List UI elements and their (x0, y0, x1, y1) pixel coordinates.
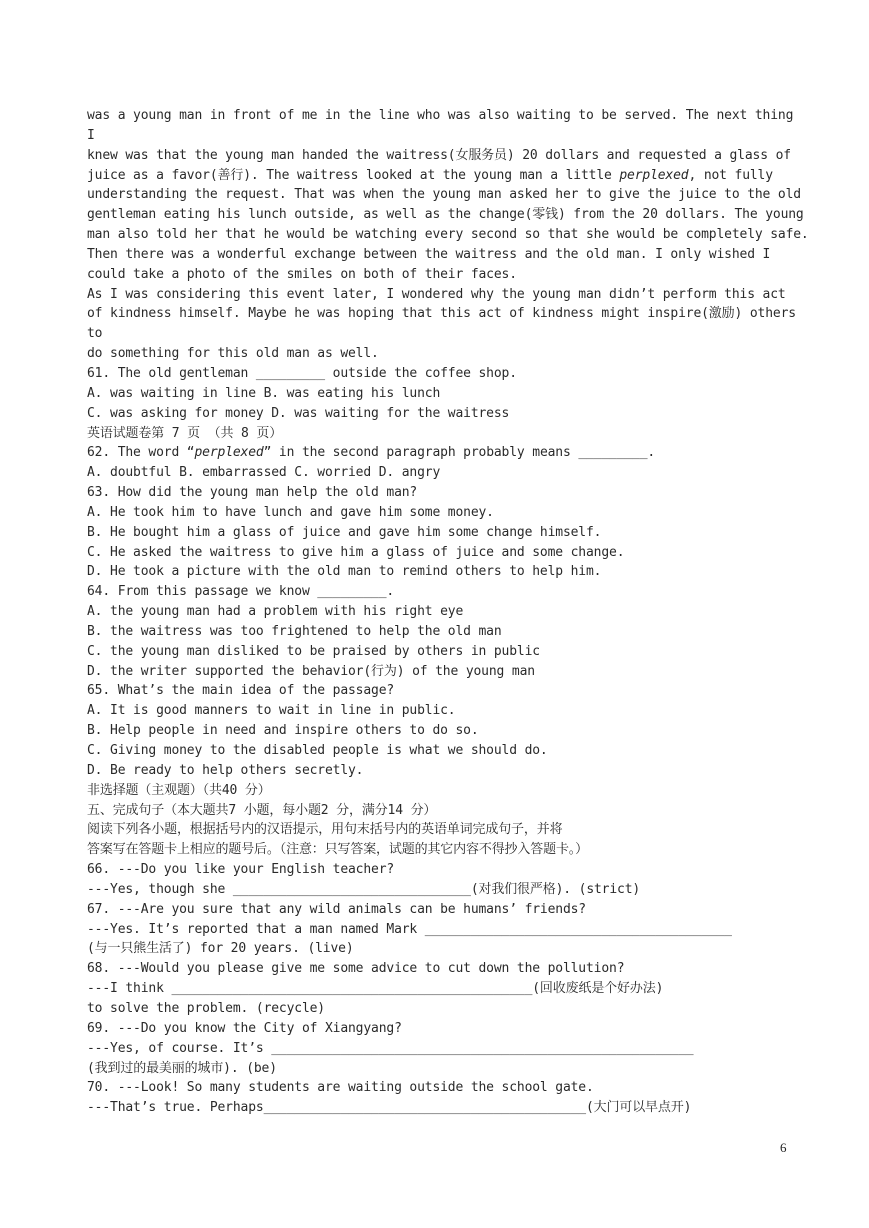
text-line-q69-cont: (我到过的最美丽的城市). (be) (87, 1060, 277, 1076)
text-line-p-l7: man also told her that he would be watching every second so that she would be completely safe. (87, 227, 809, 243)
text-line-p-l6: gentleman eating his lunch outside, as well as the change(零钱) from the 20 dollars. The young (87, 207, 804, 223)
emphasized-word: perplexed (194, 445, 264, 461)
text-line-q65-c: C. Giving money to the disabled people is what we should do. (87, 743, 548, 758)
text-line-q61: 61. The old gentleman _________ outside the coffee shop. (87, 365, 517, 381)
text-line-instr-2: 答案写在答题卡上相应的题号后。（注意：只写答案，试题的其它内容不得抄入答题卡。） (87, 842, 589, 858)
text-line-instr-1: 阅读下列各小题，根据括号内的汉语提示，用句末括号内的英语单词完成句子，并将 (87, 822, 563, 838)
text-line-q64-a: A. the young man had a problem with his right eye (87, 604, 464, 620)
text-line-q62 (87, 443, 787, 463)
text-line-p-l4 (87, 166, 787, 186)
text-line-p-l5: understanding the request. That was when the young man asked her to give the juice to the old (87, 187, 801, 203)
line-text-after: , not fully (688, 167, 773, 183)
text-line-q68-ans: ---I think _______________________________________________(回收废纸是个好办法) (87, 981, 664, 997)
text-line-q69-ans: ---Yes, of course. It’s _______________________________________________________ (87, 1040, 694, 1056)
text-line-q66: 66. ---Do you like your English teacher? (87, 862, 395, 878)
text-line-q65-d: D. Be ready to help others secretly. (87, 762, 364, 778)
text-line-q65-b: B. Help people in need and inspire others to do so. (87, 723, 479, 739)
text-line-section-5: 五、完成句子（本大题共7 小题，每小题2 分，满分14 分） (87, 802, 437, 818)
text-line-q70: 70. ---Look! So many students are waiting outside the school gate. (87, 1080, 594, 1096)
text-line-q63: 63. How did the young man help the old man? (87, 485, 418, 501)
text-line-q69: 69. ---Do you know the City of Xiangyang? (87, 1020, 402, 1036)
text-line-q66-ans: ---Yes, though she _______________________________(对我们很严格). (strict) (87, 881, 641, 897)
text-line-q63-a: A. He took him to have lunch and gave him some money. (87, 504, 494, 520)
text-line-q67-cont: (与一只熊生活了) for 20 years. (live) (87, 941, 354, 957)
text-line-footer-note: 英语试题卷第 7 页 （共 8 页） (87, 425, 283, 441)
emphasized-word: perplexed (619, 167, 689, 183)
text-line-section-nonchoice: 非选择题（主观题）（共40 分） (87, 782, 271, 798)
text-line-q63-c: C. He asked the waitress to give him a glass of juice and some change. (87, 544, 625, 560)
text-line-q70-ans: ---That’s true. Perhaps__________________________________________(大门可以早点开) (87, 1100, 692, 1116)
text-line-q64-d: D. the writer supported the behavior(行为) of the young man (87, 663, 535, 679)
line-text-before: 62. The word “ (87, 445, 195, 461)
text-line-q68: 68. ---Would you please give me some advice to cut down the pollution? (87, 961, 625, 977)
line-text-before: juice as a favor(善行). The waitress looked at the young man a little (87, 167, 620, 183)
text-line-q68-cont: to solve the problem. (recycle) (87, 1000, 325, 1016)
text-line-p-l10: As I was considering this event later, I wondered why the young man didn’t perform this act (87, 286, 786, 302)
text-line-q67-ans: ---Yes. It’s reported that a man named Mark ________________________________________ (87, 921, 732, 937)
line-text-after: ” in the second paragraph probably means _________. (263, 445, 656, 461)
text-line-p-l11: of kindness himself. Maybe he was hoping that this act of kindness might inspire(激励) others (87, 306, 796, 322)
text-line-p-l1: was a young man in front of me in the line who was also waiting to be served. The next thing (87, 108, 794, 123)
page-number: 6 (780, 1140, 787, 1155)
text-line-q64-b: B. the waitress was too frightened to help the old man (87, 623, 502, 639)
text-line-q61-cd: C. was asking for money D. was waiting for the waitress (87, 405, 510, 421)
text-line-q67: 67. ---Are you sure that any wild animals can be humans’ friends? (87, 901, 586, 917)
text-line-q65: 65. What’s the main idea of the passage? (87, 683, 395, 699)
text-line-p-l13: do something for this old man as well. (87, 346, 379, 362)
text-line-q63-b: B. He bought him a glass of juice and gave him some change himself. (87, 524, 602, 540)
text-line-p-l9: could take a photo of the smiles on both of their faces. (87, 266, 517, 282)
text-line-p-l8: Then there was a wonderful exchange between the waitress and the old man. I only wished I (87, 246, 771, 262)
page-content (87, 106, 809, 1118)
text-line-q63-d: D. He took a picture with the old man to remind others to help him. (87, 564, 602, 580)
text-line-q62-opts: A. doubtful B. embarrassed C. worried D. angry (87, 465, 441, 481)
text-line-p-l3: knew was that the young man handed the waitress(女服务员) 20 dollars and requested a glass of (87, 147, 791, 163)
text-line-q65-a: A. It is good manners to wait in line in public. (87, 703, 456, 719)
text-line-q64: 64. From this passage we know _________. (87, 584, 395, 600)
text-line-p-l12: to (87, 326, 103, 342)
text-line-q61-ab: A. was waiting in line B. was eating his lunch (87, 385, 441, 401)
text-line-q64-c: C. the young man disliked to be praised by others in public (87, 643, 540, 659)
text-line-p-l2: I (87, 127, 95, 143)
